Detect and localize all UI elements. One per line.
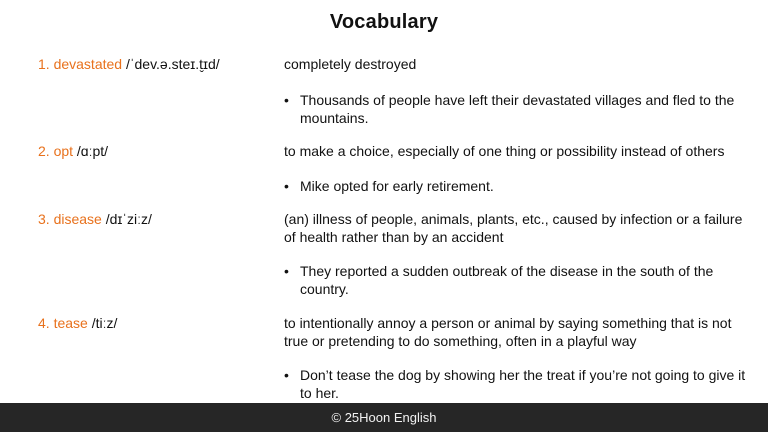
vocab-definition: completely destroyed: [284, 56, 417, 72]
vocab-definition: to intentionally annoy a person or animal by saying something that is not true or pretending to do something, often in a playful way: [284, 315, 732, 349]
bullet-marker: •: [284, 263, 289, 279]
vocab-example: [284, 177, 746, 195]
bullet-marker: •: [284, 367, 289, 383]
vocab-word: [38, 55, 220, 73]
vocab-pronunciation: /ɑːpt/: [76, 143, 109, 159]
page-title: Vocabulary: [329, 11, 439, 33]
vocab-example: [284, 262, 746, 298]
example-sentence: Thousands of people have left their devastated villages and fled to the mountains.: [300, 92, 735, 126]
example-sentence: Don’t tease the dog by showing her the treat if you’re not going to give it to her.: [300, 367, 746, 401]
vocab-term: 1. devastated: [38, 56, 123, 72]
vocab-example: [284, 91, 746, 127]
bullet-marker: •: [284, 92, 289, 108]
vocab-term: 3. disease: [38, 211, 102, 227]
example-sentence: Mike opted for early retirement.: [300, 178, 494, 194]
vocab-word: [38, 314, 117, 332]
vocab-word: [38, 142, 108, 160]
vocab-definition: to make a choice, especially of one thing or possibility instead of others: [284, 143, 725, 159]
vocab-example: [284, 366, 746, 402]
vocab-term: 2. opt: [38, 143, 74, 159]
vocab-pronunciation: /dɪˈziːz/: [105, 211, 152, 227]
vocab-word: [38, 210, 152, 228]
vocab-pronunciation: /ˈdev.ə.steɪ.t̬ɪd/: [125, 56, 220, 72]
bullet-marker: •: [284, 178, 289, 194]
vocab-term: 4. tease: [38, 315, 88, 331]
example-sentence: They reported a sudden outbreak of the disease in the south of the country.: [300, 263, 714, 297]
vocab-pronunciation: /tiːz/: [91, 315, 118, 331]
footer-copyright: © 25Hoon English: [0, 403, 768, 432]
vocab-definition: (an) illness of people, animals, plants, etc., caused by infection or a failure of health rather than by an accident: [284, 211, 743, 245]
